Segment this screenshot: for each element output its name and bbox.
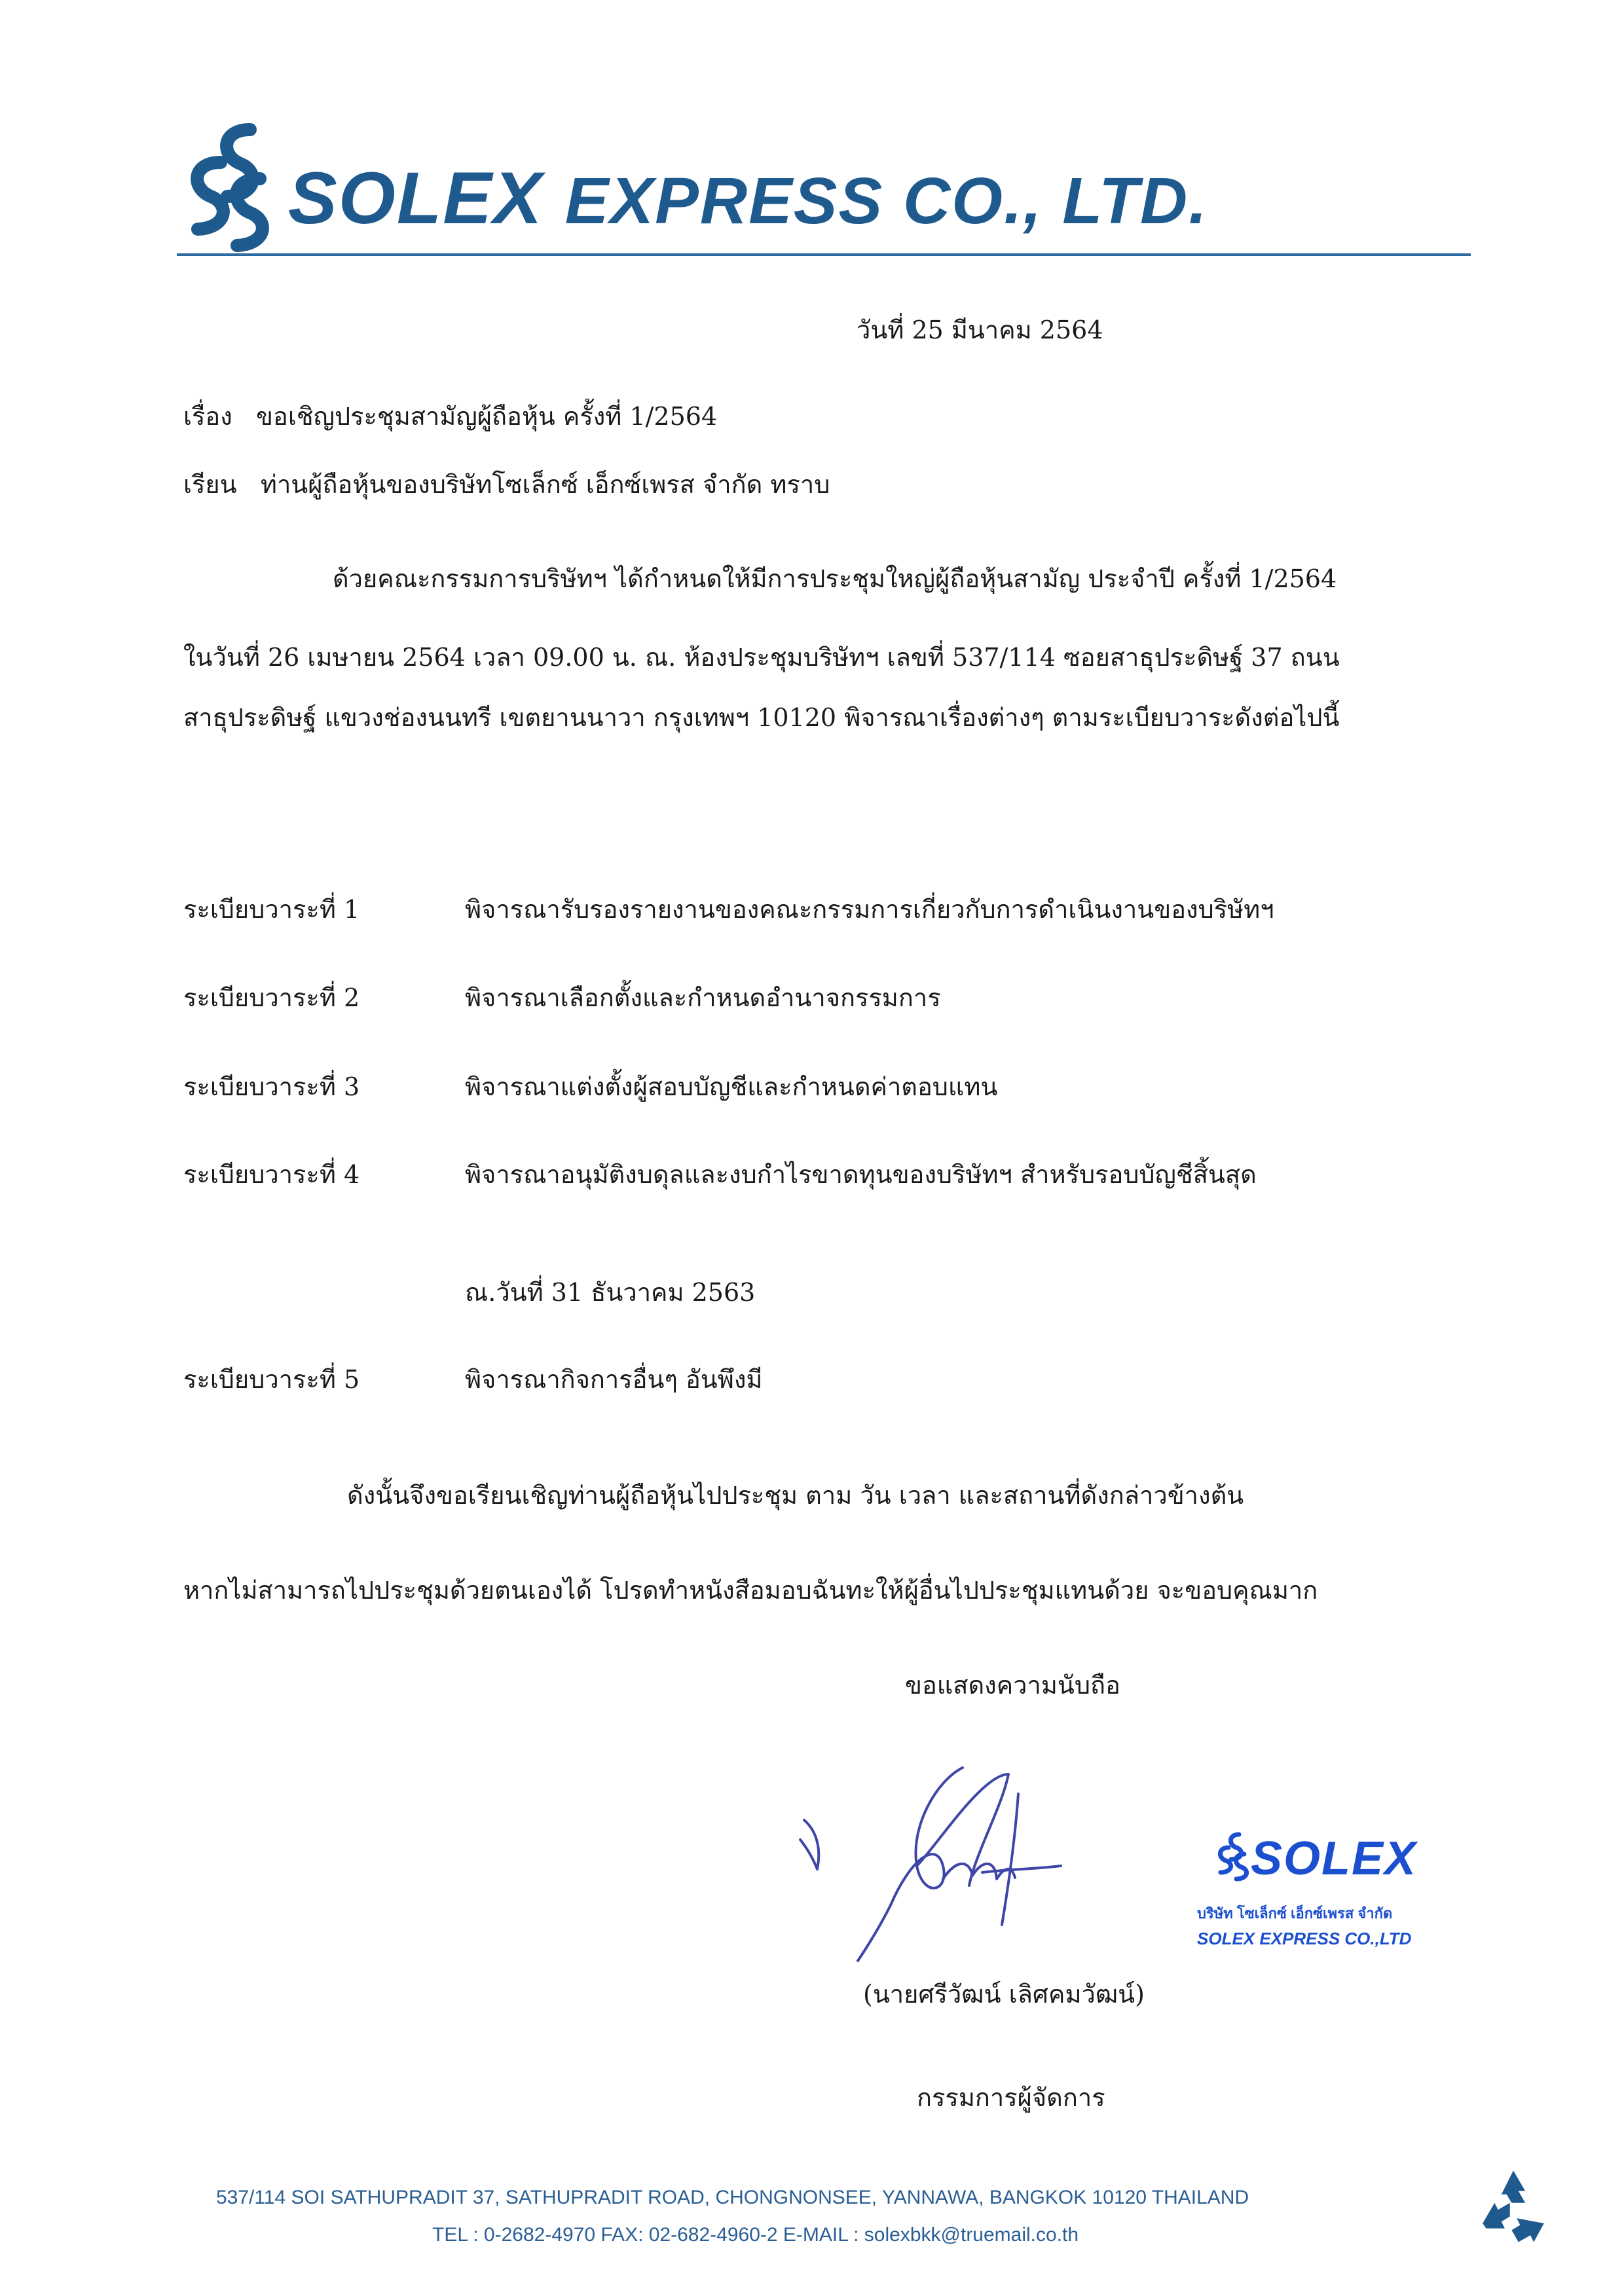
signatory-title: กรรมการผู้จัดการ	[917, 2083, 1105, 2112]
agenda-text-3: พิจารณาแต่งตั้งผู้สอบบัญชีและกำหนดค่าตอบแทน	[465, 1072, 998, 1101]
agenda-label-2: ระเบียบวาระที่ 2	[183, 983, 360, 1012]
agenda-label-1: ระเบียบวาระที่ 1	[183, 895, 360, 924]
subject-text: ขอเชิญประชุมสามัญผู้ถือหุ้น ครั้งที่ 1/2564	[256, 402, 718, 431]
intro-line-3: สาธุประดิษฐ์ แขวงช่องนนทรี เขตยานนาวา กรุงเทพฯ 10120 พิจารณาเรื่องต่างๆ ตามระเบียบวาระดังต่อไปนี้	[183, 703, 1340, 732]
closing-line-1: ดังนั้นจึงขอเรียนเชิญท่านผู้ถือหุ้นไปประชุม ตาม วัน เวลา และสถานที่ดังกล่าวข้างต้น	[347, 1481, 1244, 1510]
company-logo-icon	[152, 117, 303, 274]
recipient-text: ท่านผู้ถือหุ้นของบริษัทโซเล็กซ์ เอ็กซ์เพรส จำกัด ทราบ	[260, 470, 830, 499]
intro-line-2: ในวันที่ 26 เมษายน 2564 เวลา 09.00 น. ณ. ห้องประชุมบริษัทฯ เลขที่ 537/114 ซอยสาธุประดิษฐ์ 37 ถนน	[183, 643, 1340, 672]
stamp-brand: SOLEX	[1251, 1832, 1418, 1885]
agenda-text-1: พิจารณารับรองรายงานของคณะกรรมการเกี่ยวกับการดำเนินงานของบริษัทฯ	[465, 895, 1274, 924]
agenda-text-2: พิจารณาเลือกตั้งและกำหนดอำนาจกรรมการ	[465, 983, 941, 1012]
recipient-line	[183, 470, 830, 500]
agenda-text-5: พิจารณากิจการอื่นๆ อันพึงมี	[465, 1365, 763, 1394]
letter-date: วันที่ 25 มีนาคม 2564	[857, 316, 1103, 344]
subject-line	[183, 402, 717, 432]
company-name-main: SOLEX	[288, 157, 544, 239]
closing-salutation: ขอแสดงความนับถือ	[905, 1671, 1120, 1700]
agenda-label-5: ระเบียบวาระที่ 5	[183, 1365, 360, 1394]
agenda-label-3: ระเบียบวาระที่ 3	[183, 1072, 360, 1101]
company-name	[288, 156, 1208, 240]
footer-contact: TEL : 0-2682-4970 FAX: 02-682-4960-2 E-MAIL : solexbkk@truemail.co.th	[432, 2224, 1079, 2246]
signature-mark	[786, 1755, 1153, 1971]
company-name-rest: EXPRESS CO., LTD.	[564, 164, 1209, 238]
header-divider	[177, 253, 1471, 256]
agenda-text-4: พิจารณาอนุมัติงบดุลและงบกำไรขาดทุนของบริษัทฯ สำหรับรอบบัญชีสิ้นสุด	[465, 1160, 1257, 1189]
recycle-icon	[1471, 2164, 1556, 2249]
signatory-name: (นายศรีวัฒน์ เลิศคมวัฒน์)	[863, 1980, 1145, 2009]
subject-label: เรื่อง	[183, 402, 232, 431]
agenda-text-4-continuation: ณ.วันที่ 31 ธันวาคม 2563	[465, 1278, 756, 1307]
recipient-label: เรียน	[183, 470, 237, 499]
stamp-thai-name: บริษัท โซเล็กซ์ เอ็กซ์เพรส จำกัด	[1197, 1905, 1393, 1922]
stamp-english-name: SOLEX EXPRESS CO.,LTD	[1197, 1929, 1412, 1948]
closing-line-2: หากไม่สามารถไปประชุมด้วยตนเองได้ โปรดทำหนังสือมอบฉันทะให้ผู้อื่นไปประชุมแทนด้วย จะขอบคุณมาก	[183, 1576, 1318, 1605]
footer-address: 537/114 SOI SATHUPRADIT 37, SATHUPRADIT ROAD, CHONGNONSEE, YANNAWA, BANGKOK 10120 THAILAND	[216, 2187, 1249, 2208]
agenda-label-4: ระเบียบวาระที่ 4	[183, 1160, 360, 1189]
intro-line-1: ด้วยคณะกรรมการบริษัทฯ ได้กำหนดให้มีการประชุมใหญ่ผู้ถือหุ้นสามัญ ประจำปี ครั้งที่ 1/2564	[333, 564, 1337, 593]
